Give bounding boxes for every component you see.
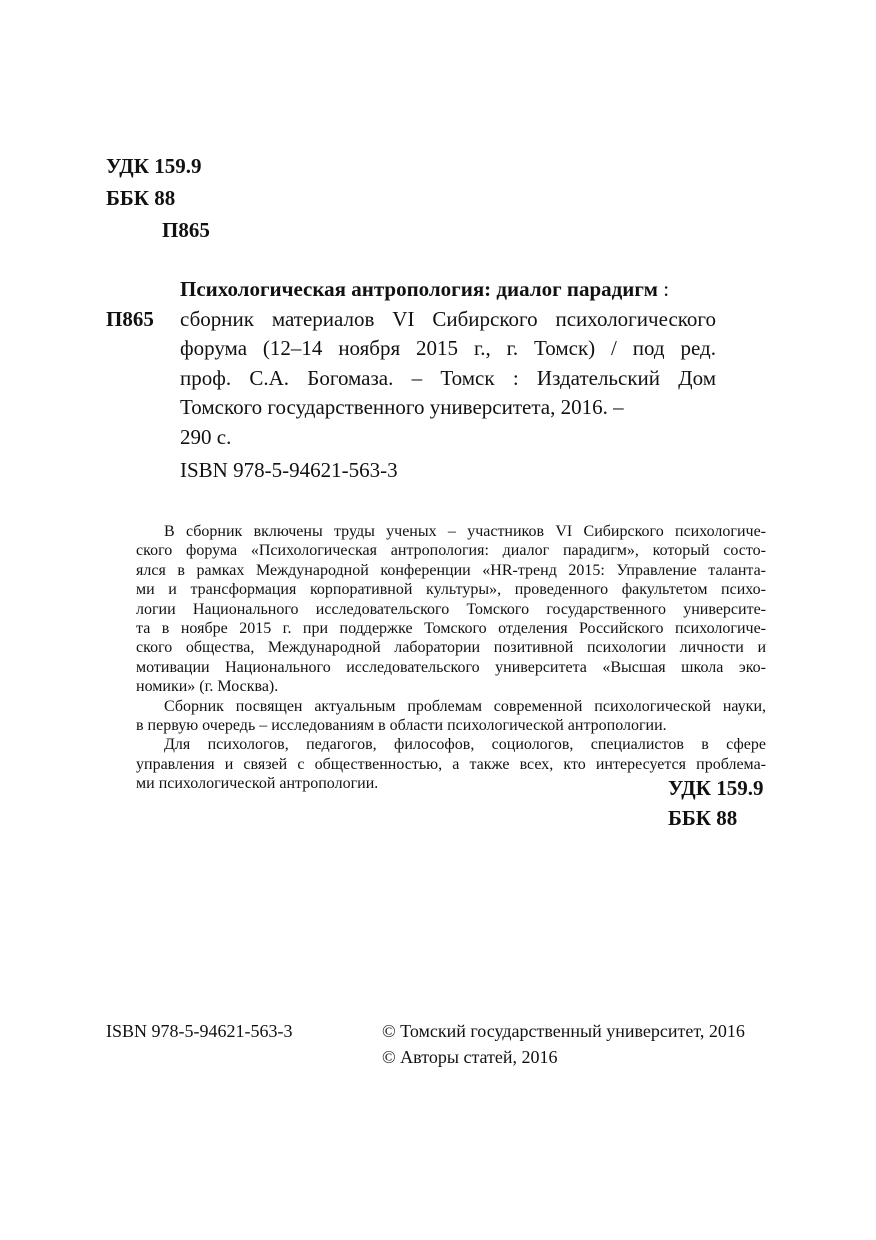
copyright-authors: © Авторы статей, 2016 — [382, 1047, 558, 1067]
entry-line: форума (12–14 ноября 2015 г., г. Томск) / под ред. — [180, 336, 716, 360]
abstract-line: управления и связей с общественностью, а также всех, кто интересуется проблема- — [136, 755, 766, 773]
abstract — [136, 522, 766, 794]
abstract-line: мотивации Национального исследовательского университета «Высшая школа эко- — [136, 658, 766, 676]
abstract-line: ми психологической антропологии. — [136, 775, 379, 793]
abstract-line: ялся в рамках Международной конференции «HR-тренд 2015: Управление таланта- — [136, 561, 766, 579]
bibliographic-entry — [180, 275, 716, 452]
abstract-line: Сборник посвящен актуальным проблемам современной психологической науки, — [164, 697, 766, 715]
abstract-line: ского общества, Международной лаборатории позитивной психологии личности и — [136, 639, 766, 657]
bbk-code: ББК 88 — [106, 186, 176, 210]
footer-isbn: ISBN 978-5-94621-563-3 — [106, 1021, 293, 1041]
abstract-line: ского форума «Психологическая антропология: диалог парадигм», который состо- — [136, 542, 766, 560]
udk-code: УДК 159.9 — [106, 154, 202, 178]
entry-isbn: ISBN 978-5-94621-563-3 — [180, 458, 398, 482]
abstract-line: логии Национального исследовательского Томского государственного университе- — [136, 600, 766, 618]
abstract-line: та в ноябре 2015 г. при поддержке Томского отделения Российского психологиче- — [136, 620, 766, 638]
entry-line: Томского государственного университета, 2016. – — [180, 395, 624, 419]
bbk-code-right: ББК 88 — [668, 806, 738, 830]
entry-line: 290 с. — [180, 424, 232, 449]
copyright-university: © Томский государственный университет, 2016 — [382, 1021, 745, 1041]
entry-line: сборник материалов VI Сибирского психологического — [180, 306, 716, 331]
abstract-line: в первую очередь – исследованиям в области психологической антропологии. — [136, 717, 667, 735]
abstract-line: Для психологов, педагогов, философов, социологов, специалистов в сфере — [164, 736, 766, 754]
author-mark: П865 — [162, 218, 210, 242]
book-title: Психологическая антропология: диалог парадигм — [180, 277, 658, 301]
udk-code-right: УДК 159.9 — [668, 776, 764, 800]
abstract-line: В сборник включены труды ученых – участников VI Сибирского психологиче- — [164, 523, 766, 540]
entry-author-mark: П865 — [106, 307, 154, 331]
entry-line: проф. С.А. Богомаза. – Томск : Издательский Дом — [180, 365, 716, 390]
title-colon: : — [657, 277, 670, 301]
entry-title-line — [180, 275, 716, 305]
abstract-line: номики» (г. Москва). — [136, 678, 279, 696]
abstract-line: ми и трансформация корпоративной культуры», проведенного факультетом психо- — [136, 581, 766, 599]
